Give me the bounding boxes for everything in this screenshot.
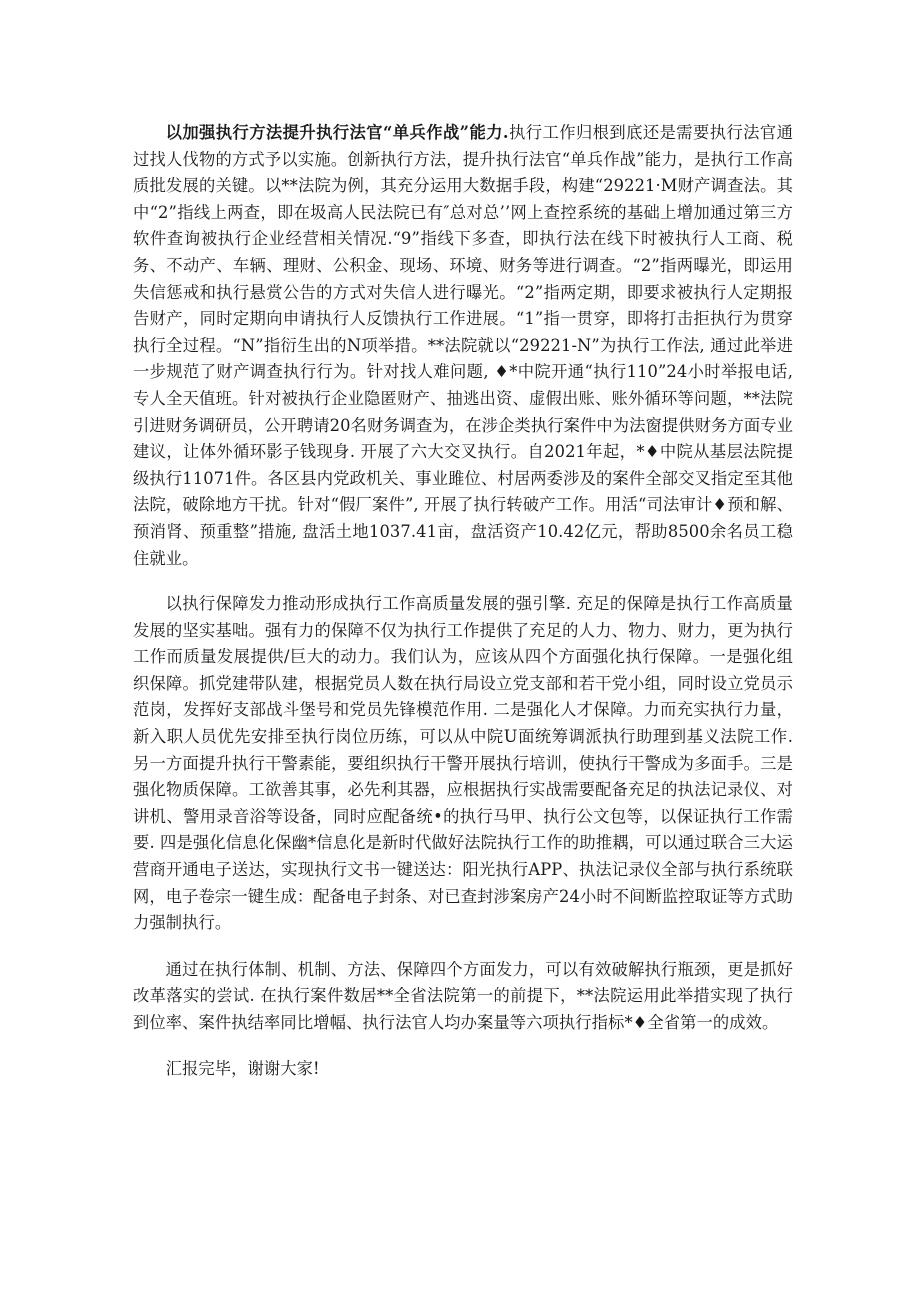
paragraph-lead-method: 以加强执行方法提升执行法官“单兵作战”能力. [165,123,509,142]
paragraph-text-summary: 通过在执行体制、机制、方法、保障四个方面发力，可以有效破解执行瓶颈，更是抓好改革落实的尝试. 在执行案件数居**全省法院第一的前提下，**法院运用此举措实现了执行到位率、案件执结率同比增幅、执行法官人均办案量等六项执行指标*♦全省第一的成效。 [133,959,793,1032]
document-body [133,120,793,1101]
paragraph-text-closing: 汇报完毕，谢谢大家! [165,1058,320,1078]
paragraph-summary [133,957,793,1037]
paragraph-method [133,120,793,572]
paragraph-guarantee [133,591,793,937]
paragraph-text-method: 执行工作归根到底还是需要执行法官通过找人伐物的方式予以实施。创新执行方法，提升执行法官“单兵作战”能力，是执行工作高质批发展的关键。以**法院为例，其充分运用大数据手段，构建“29221·M财产调查法。其中“2”指线上两查，即在圾高人民法院已有″总对总’’网上查控系统的基础上增加通过第三方软件查询被执行企业经营相关情况.“9”指线下多查，即执行法在线下时被执行人工商、税务、不动产、车辆、理财、公积金、现场、环境、财务等进行调查。“2”指两曝光，即运用失信惩戒和执行悬赏公告的方式对失信人进行曝光。“2”指两定期，即要求被执行人定期报告财产，同时定期向申请执行人反馈执行工作进展。“1”指一贯穿，即将打击拒执行为贯穿执行全过程。“N”指衍生出的N项举措。**法院就以“29221-N”为执行工作法, 通过此举进一步规范了财产调查执行行为。针对找人难问题, ♦*中院开通“执行110”24小时举报电话, 专人全天值班。针对被执行企业隐匿财产、抽逃出资、虚假出账、账外循环等问题，**法院引进财务调研员，公开聘请20名财务调查为，在涉企类执行案件中为法窗提供财务方面专业建议，让体外循环影子钱现身. 开展了六大交叉执行。自2021年起，*♦中院从基层法院提级执行11071件。各区县内党政机关、事业雎位、村居两委涉及的案件全部交叉指定至其他法院，破除地方干扰。针对“假厂案件”, 开展了执行转破产工作。用活“司法审计♦预和解、预消肾、预重整”措施, 盘活土地1037.41亩，盘活资产10.42亿元，帮助8500余名员工稳住就业。 [133,123,794,568]
paragraph-closing [133,1056,793,1083]
paragraph-text-guarantee: 以执行保障发力推动形成执行工作高质量发展的强引擎. 充足的保障是执行工作高质量发展的坚实基咄。强有力的保障不仅为执行工作提供了充足的人力、物力、财力，更为执行工作而质量发展提供/巨大的动力。我们认为，应该从四个方面强化执行保障。一是强化组织保障。抓党建带队建，根据党员人数在执行局设立党支部和若干党小组，同时设立党员示范岗，发挥好支部战斗堡号和党员先锋模范作用. 二是强化人才保障。力而充实执行力量，新入职人员优先安排至执行岗位历练，可以从中院U面统筹调派执行助理到基义法院工作. 另一方面提升执行干警素能，要组织执行干警开展执行培训，使执行干警成为多面手。三是强化物质保障。工欲善其事，必先利其器，应根据执行实战需要配备充足的执法记录仪、对讲机、警用录音浴等设备，同时应配备统•的执行马甲、执行公文包等，以保证执行工作需要. 四是强化信息化保幽*信息化是新时代做好法院执行工作的助推耦，可以通过联合三大运营商开通电子送达，实现执行文书一键送达：阳光执行APP、执法记录仪全部与执行系统联网，电子卷宗一键生成：配备电子封条、对已查封涉案房产24小时不间断监控取证等方式助力强制执行。 [133,594,793,933]
